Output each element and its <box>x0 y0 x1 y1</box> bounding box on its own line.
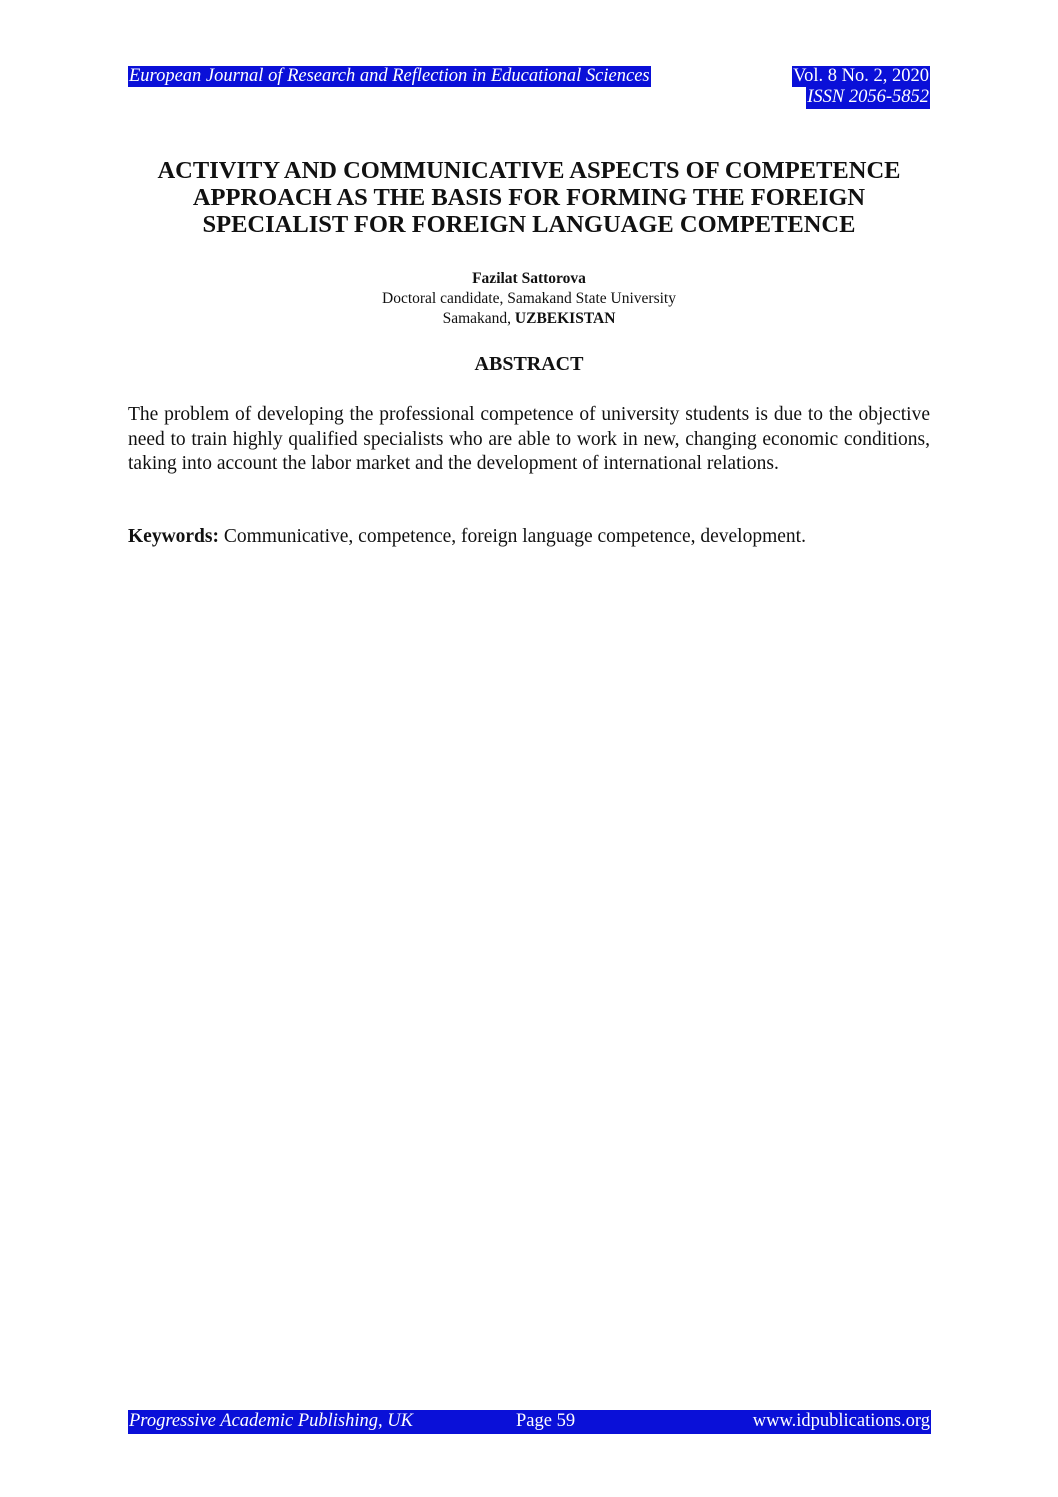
author-city: Samakand, <box>442 310 512 327</box>
page-footer <box>128 1410 931 1434</box>
issn-label: ISSN 2056-5852 <box>807 87 929 108</box>
paper-title: ACTIVITY AND COMMUNICATIVE ASPECTS OF COMPETENCE APPROACH AS THE BASIS FOR FORMING THE FOREIGN SPECIALIST FOR FOREIGN LANGUAGE COMPETENCE <box>157 157 901 238</box>
abstract-heading: ABSTRACT <box>474 353 584 375</box>
footer-website-link[interactable]: www.idpublications.org <box>752 1411 930 1431</box>
author-location <box>128 309 930 329</box>
author-name: Fazilat Sattorova <box>472 270 586 287</box>
keywords-text: Communicative, competence, foreign language competence, development. <box>223 526 806 547</box>
keywords <box>128 525 930 549</box>
journal-header <box>128 66 651 87</box>
abstract-text: The problem of developing the professional competence of university students is due to the objective need to train highly qualified specialists who are able to work in new, changing economic conditions, taking into account the labor market and the development of international relations. <box>128 404 930 475</box>
author-block <box>128 269 930 329</box>
journal-name: European Journal of Research and Reflection in Educational Sciences <box>129 66 650 86</box>
footer-publisher: Progressive Academic Publishing, UK <box>129 1411 413 1431</box>
keywords-label: Keywords: <box>128 526 219 547</box>
issue-info <box>792 66 930 109</box>
volume-label: Vol. 8 No. 2, 2020 <box>793 66 929 86</box>
footer-page-number: Page 59 <box>516 1411 576 1431</box>
author-affiliation: Doctoral candidate, Samakand State University <box>382 290 676 307</box>
author-country: UZBEKISTAN <box>514 310 616 327</box>
